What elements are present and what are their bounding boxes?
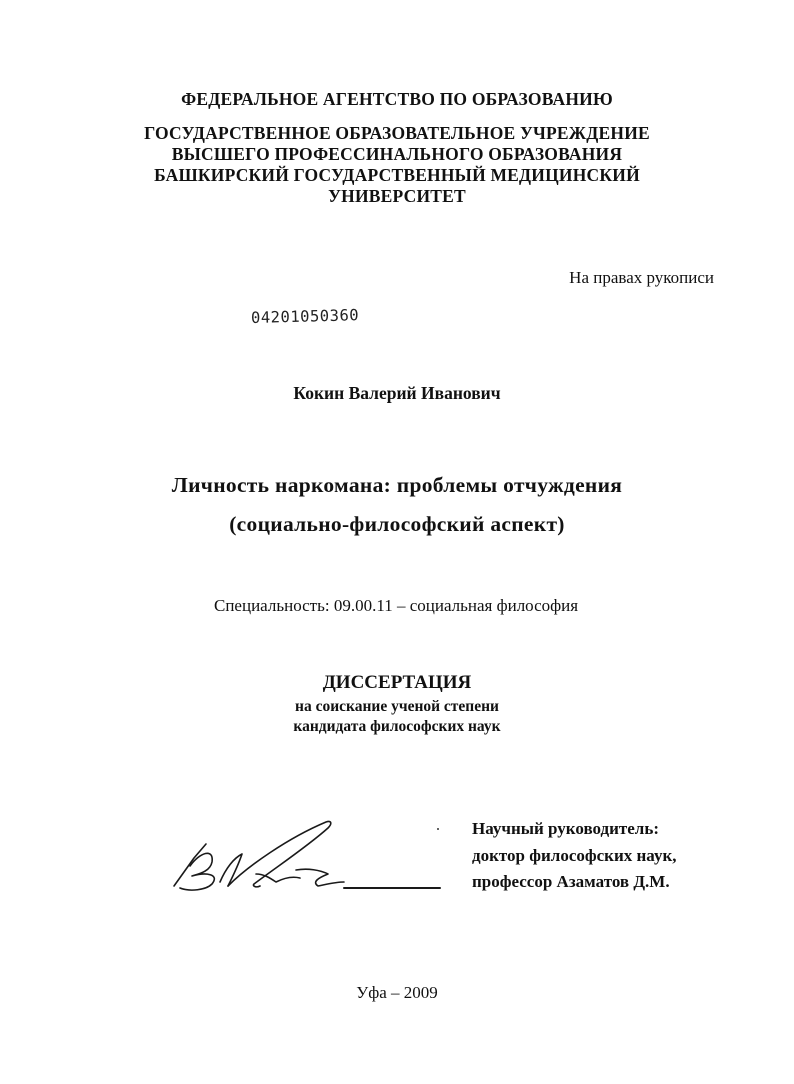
dissertation-title-line1: Личность наркомана: проблемы отчуждения (171, 473, 623, 497)
ink-dot (437, 828, 439, 830)
advisor-degree: доктор философских наук, (472, 845, 677, 865)
specialty-line: Специальность: 09.00.11 – социальная философия (214, 596, 579, 615)
registration-stamp: 04201050360 (250, 306, 360, 327)
institution-line: ВЫСШЕГО ПРОФЕССИНАЛЬНОГО ОБРАЗОВАНИЯ (171, 144, 623, 164)
institution-name (0, 123, 794, 207)
advisor-label: Научный руководитель: (472, 819, 659, 838)
degree-line: кандидата философских наук (293, 718, 501, 735)
manuscript-note: На правах рукописи (569, 268, 714, 287)
advisor-name: профессор Азаматов Д.М. (472, 872, 670, 891)
dissertation-title-line2: (социально-философский аспект) (229, 512, 565, 536)
handwritten-signature (168, 808, 458, 908)
degree-line: на соискание ученой степени (295, 698, 499, 715)
city-year: Уфа – 2009 (356, 983, 438, 1002)
dissertation-heading: ДИССЕРТАЦИЯ (322, 672, 472, 693)
scientific-advisor (472, 816, 677, 896)
institution-line: БАШКИРСКИЙ ГОСУДАРСТВЕННЫЙ МЕДИЦИНСКИЙ (154, 165, 640, 185)
author-name: Кокин Валерий Иванович (293, 383, 501, 403)
agency-heading: ФЕДЕРАЛЬНОЕ АГЕНТСТВО ПО ОБРАЗОВАНИЮ (181, 89, 613, 109)
institution-line: ГОСУДАРСТВЕННОЕ ОБРАЗОВАТЕЛЬНОЕ УЧРЕЖДЕНИЕ (144, 123, 650, 143)
degree-sought (0, 697, 794, 737)
institution-line: УНИВЕРСИТЕТ (328, 186, 466, 206)
